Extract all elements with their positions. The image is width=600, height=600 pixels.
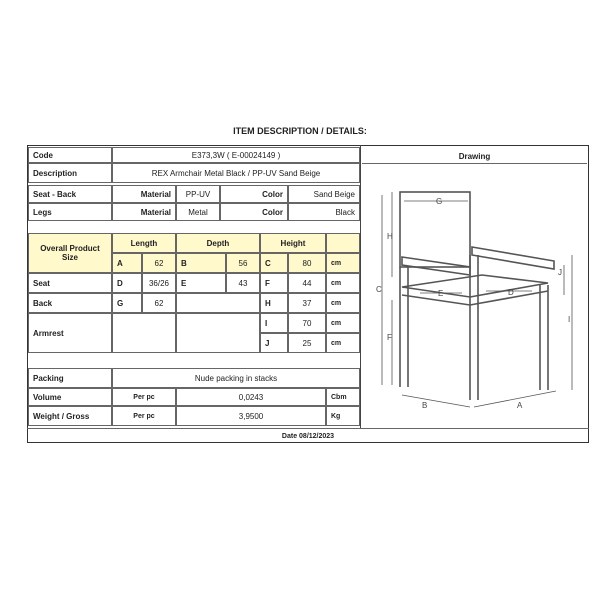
packing-value: Nude packing in stacks [112,368,360,388]
depth-header: Depth [176,233,260,253]
value-c: 80 [288,253,326,273]
label-f: F [387,333,392,342]
label-j: J [558,268,562,277]
description-label: Description [28,163,112,183]
unit-back: cm [326,293,360,313]
armrest-label: Armrest [28,313,112,353]
weight-label: Weight / Gross [28,406,112,426]
volume-per: Per pc [112,388,176,406]
armrest-depth-empty [176,313,260,353]
weight-value: 3,9500 [176,406,326,426]
letter-b: B [176,253,226,273]
letter-e: E [176,273,226,293]
value-a: 62 [142,253,176,273]
label-c: C [376,285,382,294]
length-header: Length [112,233,176,253]
value-i: 70 [288,313,326,333]
unit-header [326,233,360,253]
legs-color-label: Color [220,203,288,221]
packing-label: Packing [28,368,112,388]
chair-drawing [362,165,587,425]
label-b: B [422,401,428,410]
seat-back-color-label: Color [220,185,288,203]
value-e: 43 [226,273,260,293]
label-i: I [568,315,571,324]
sheet-title: ITEM DESCRIPTION / DETAILS: [233,126,367,136]
seat-back-label: Seat - Back [28,185,112,203]
volume-value: 0,0243 [176,388,326,406]
chair-back-shape [400,192,470,267]
unit-overall: cm [326,253,360,273]
value-h: 37 [288,293,326,313]
legs-color: Black [288,203,360,221]
back-depth-empty [176,293,260,313]
value-g: 62 [142,293,176,313]
legs-label: Legs [28,203,112,221]
code-label: Code [28,147,112,163]
code-value: E373,3W ( E-00024149 ) [112,147,360,163]
letter-a: A [112,253,142,273]
label-e: E [438,289,444,298]
seat-back-material-label: Material [112,185,176,203]
weight-unit: Kg [326,406,360,426]
height-header: Height [260,233,326,253]
unit-seat: cm [326,273,360,293]
letter-d: D [112,273,142,293]
volume-unit: Cbm [326,388,360,406]
label-a: A [517,401,523,410]
overall-line1: Overall Product [40,244,100,253]
seat-back-material: PP-UV [176,185,220,203]
letter-i: I [260,313,288,333]
value-b: 56 [226,253,260,273]
seat-label: Seat [28,273,112,293]
letter-f: F [260,273,288,293]
unit-armrest-i: cm [326,313,360,333]
legs-material: Metal [176,203,220,221]
value-d: 36/26 [142,273,176,293]
label-h: H [387,232,393,241]
unit-armrest-j: cm [326,333,360,353]
armrest-length-empty [112,313,176,353]
letter-g: G [112,293,142,313]
label-g: G [436,197,443,206]
seat-back-color: Sand Beige [288,185,360,203]
letter-c: C [260,253,288,273]
overall-size-header [28,233,112,273]
letter-h: H [260,293,288,313]
volume-label: Volume [28,388,112,406]
value-f: 44 [288,273,326,293]
drawing-heading: Drawing [362,149,587,164]
label-d: D [508,288,514,297]
value-j: 25 [288,333,326,353]
dim-b [402,395,470,407]
letter-j: J [260,333,288,353]
back-label: Back [28,293,112,313]
description-value: REX Armchair Metal Black / PP-UV Sand Beige [112,163,360,183]
column-divider [360,145,361,428]
legs-material-label: Material [112,203,176,221]
date-footer: Date 08/12/2023 [27,428,589,444]
dim-a [474,391,556,407]
overall-line2: Size [61,253,78,262]
weight-per: Per pc [112,406,176,426]
